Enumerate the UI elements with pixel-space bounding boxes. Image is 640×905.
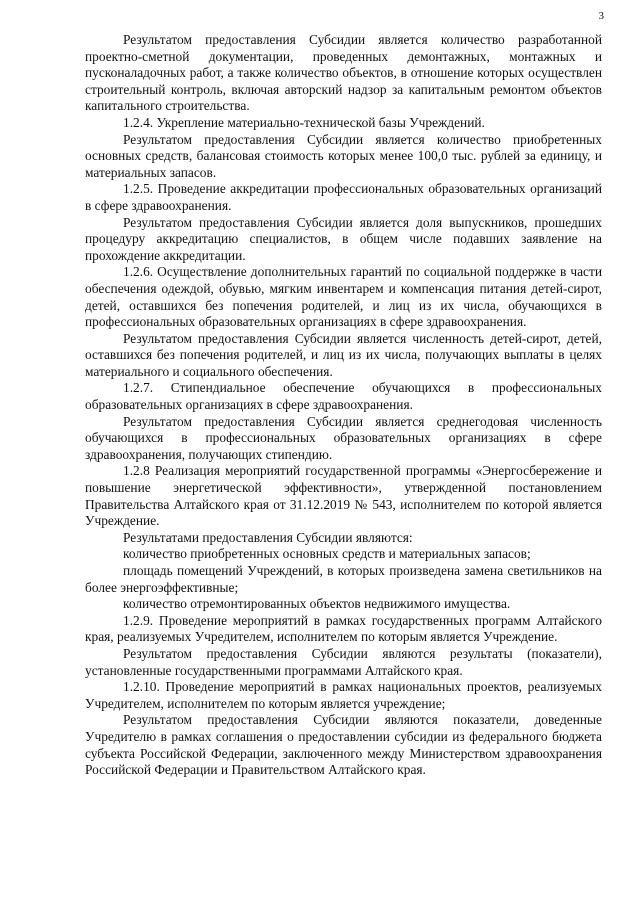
page-number: 3 [598, 10, 604, 22]
paragraph-result-fixed-assets: Результатом предоставления Субсидии является количество приобретенных основных средств, балансовая стоимость которых менее 100,0 тыс. рублей за единицу, и материальных запасов. [85, 131, 602, 180]
paragraph-result-national-projects: Результатом предоставления Субсидии являются показатели, доведенные Учредителю в рамках соглашения о предоставлении субсидии из федерального бюджета субъекта Российской Федерации, заключенного между Министерством здравоохранения Российской Федерации и Правительством Алтайского края. [85, 712, 602, 778]
paragraph-result-item-repairs: количество отремонтированных объектов недвижимого имущества. [123, 596, 511, 612]
paragraph-result-stipend: Результатом предоставления Субсидии является среднегодовая численность обучающихся в профессиональных образовательных организациях в сфере здравоохранения, получающих стипендию. [85, 413, 602, 462]
paragraph-1-2-6-heading: 1.2.6. Осуществление дополнительных гарантий по социальной поддержке в части обеспечения одеждой, обувью, мягким инвентарем и компенсация питания детей-сирот, детей, оставшихся без попечения родителей, и лиц из их числа, обучающихся в профессиональных образовательных организациях в сфере здравоохранения. [85, 264, 602, 330]
paragraph-result-accreditation: Результатом предоставления Субсидии является доля выпускников, прошедших процедуру аккредитацию специалистов, в общем числе подавших заявление на прохождение аккредитации. [85, 214, 602, 263]
paragraph-result-design-works: Результатом предоставления Субсидии является количество разработанной проектно-сметной документации, проведенных демонтажных, монтажных и пусконаладочных работ, а также количество объектов, в отношение которых осуществлен строительный контроль, включая авторский надзор за капитальным ремонтом объектов капитального строительства. [85, 32, 602, 114]
paragraph-1-2-8-heading: 1.2.8 Реализация мероприятий государственной программы «Энергосбережение и повышение энергетической эффективности», утвержденной постановлением Правительства Алтайского края от 31.12.2019 № 543, исполнителем по которой является Учреждение. [85, 463, 602, 529]
paragraph-1-2-7-heading: 1.2.7. Стипендиальное обеспечение обучающихся в профессиональных образовательных организациях в сфере здравоохранения. [85, 380, 602, 413]
paragraph-result-item-assets: количество приобретенных основных средств и материальных запасов; [123, 546, 531, 562]
paragraph-result-item-lighting: площадь помещений Учреждений, в которых произведена замена светильников на более энергоэффективные; [85, 563, 602, 595]
document-body [85, 32, 602, 779]
paragraph-result-orphans: Результатом предоставления Субсидии является численность детей-сирот, детей, оставшихся без попечения родителей, и лиц из их числа, получающих выплаты в целях материального и социального обеспечения. [85, 330, 602, 379]
paragraph-1-2-10-heading: 1.2.10. Проведение мероприятий в рамках национальных проектов, реализуемых Учредителем, исполнителем по которым является учреждение; [85, 679, 602, 711]
paragraph-results-intro: Результатами предоставления Субсидии являются: [123, 529, 413, 545]
paragraph-1-2-4-heading: 1.2.4. Укрепление материально-технической базы Учреждений. [123, 114, 485, 130]
paragraph-1-2-9-heading: 1.2.9. Проведение мероприятий в рамках государственных программ Алтайского края, реализуемых Учредителем, исполнителем по которым является Учреждение. [85, 612, 602, 645]
paragraph-1-2-5-heading: 1.2.5. Проведение аккредитации профессиональных образовательных организаций в сфере здравоохранения. [85, 181, 602, 213]
paragraph-result-state-programs: Результатом предоставления Субсидии являются результаты (показатели), установленные государственными программами Алтайского края. [85, 645, 602, 678]
